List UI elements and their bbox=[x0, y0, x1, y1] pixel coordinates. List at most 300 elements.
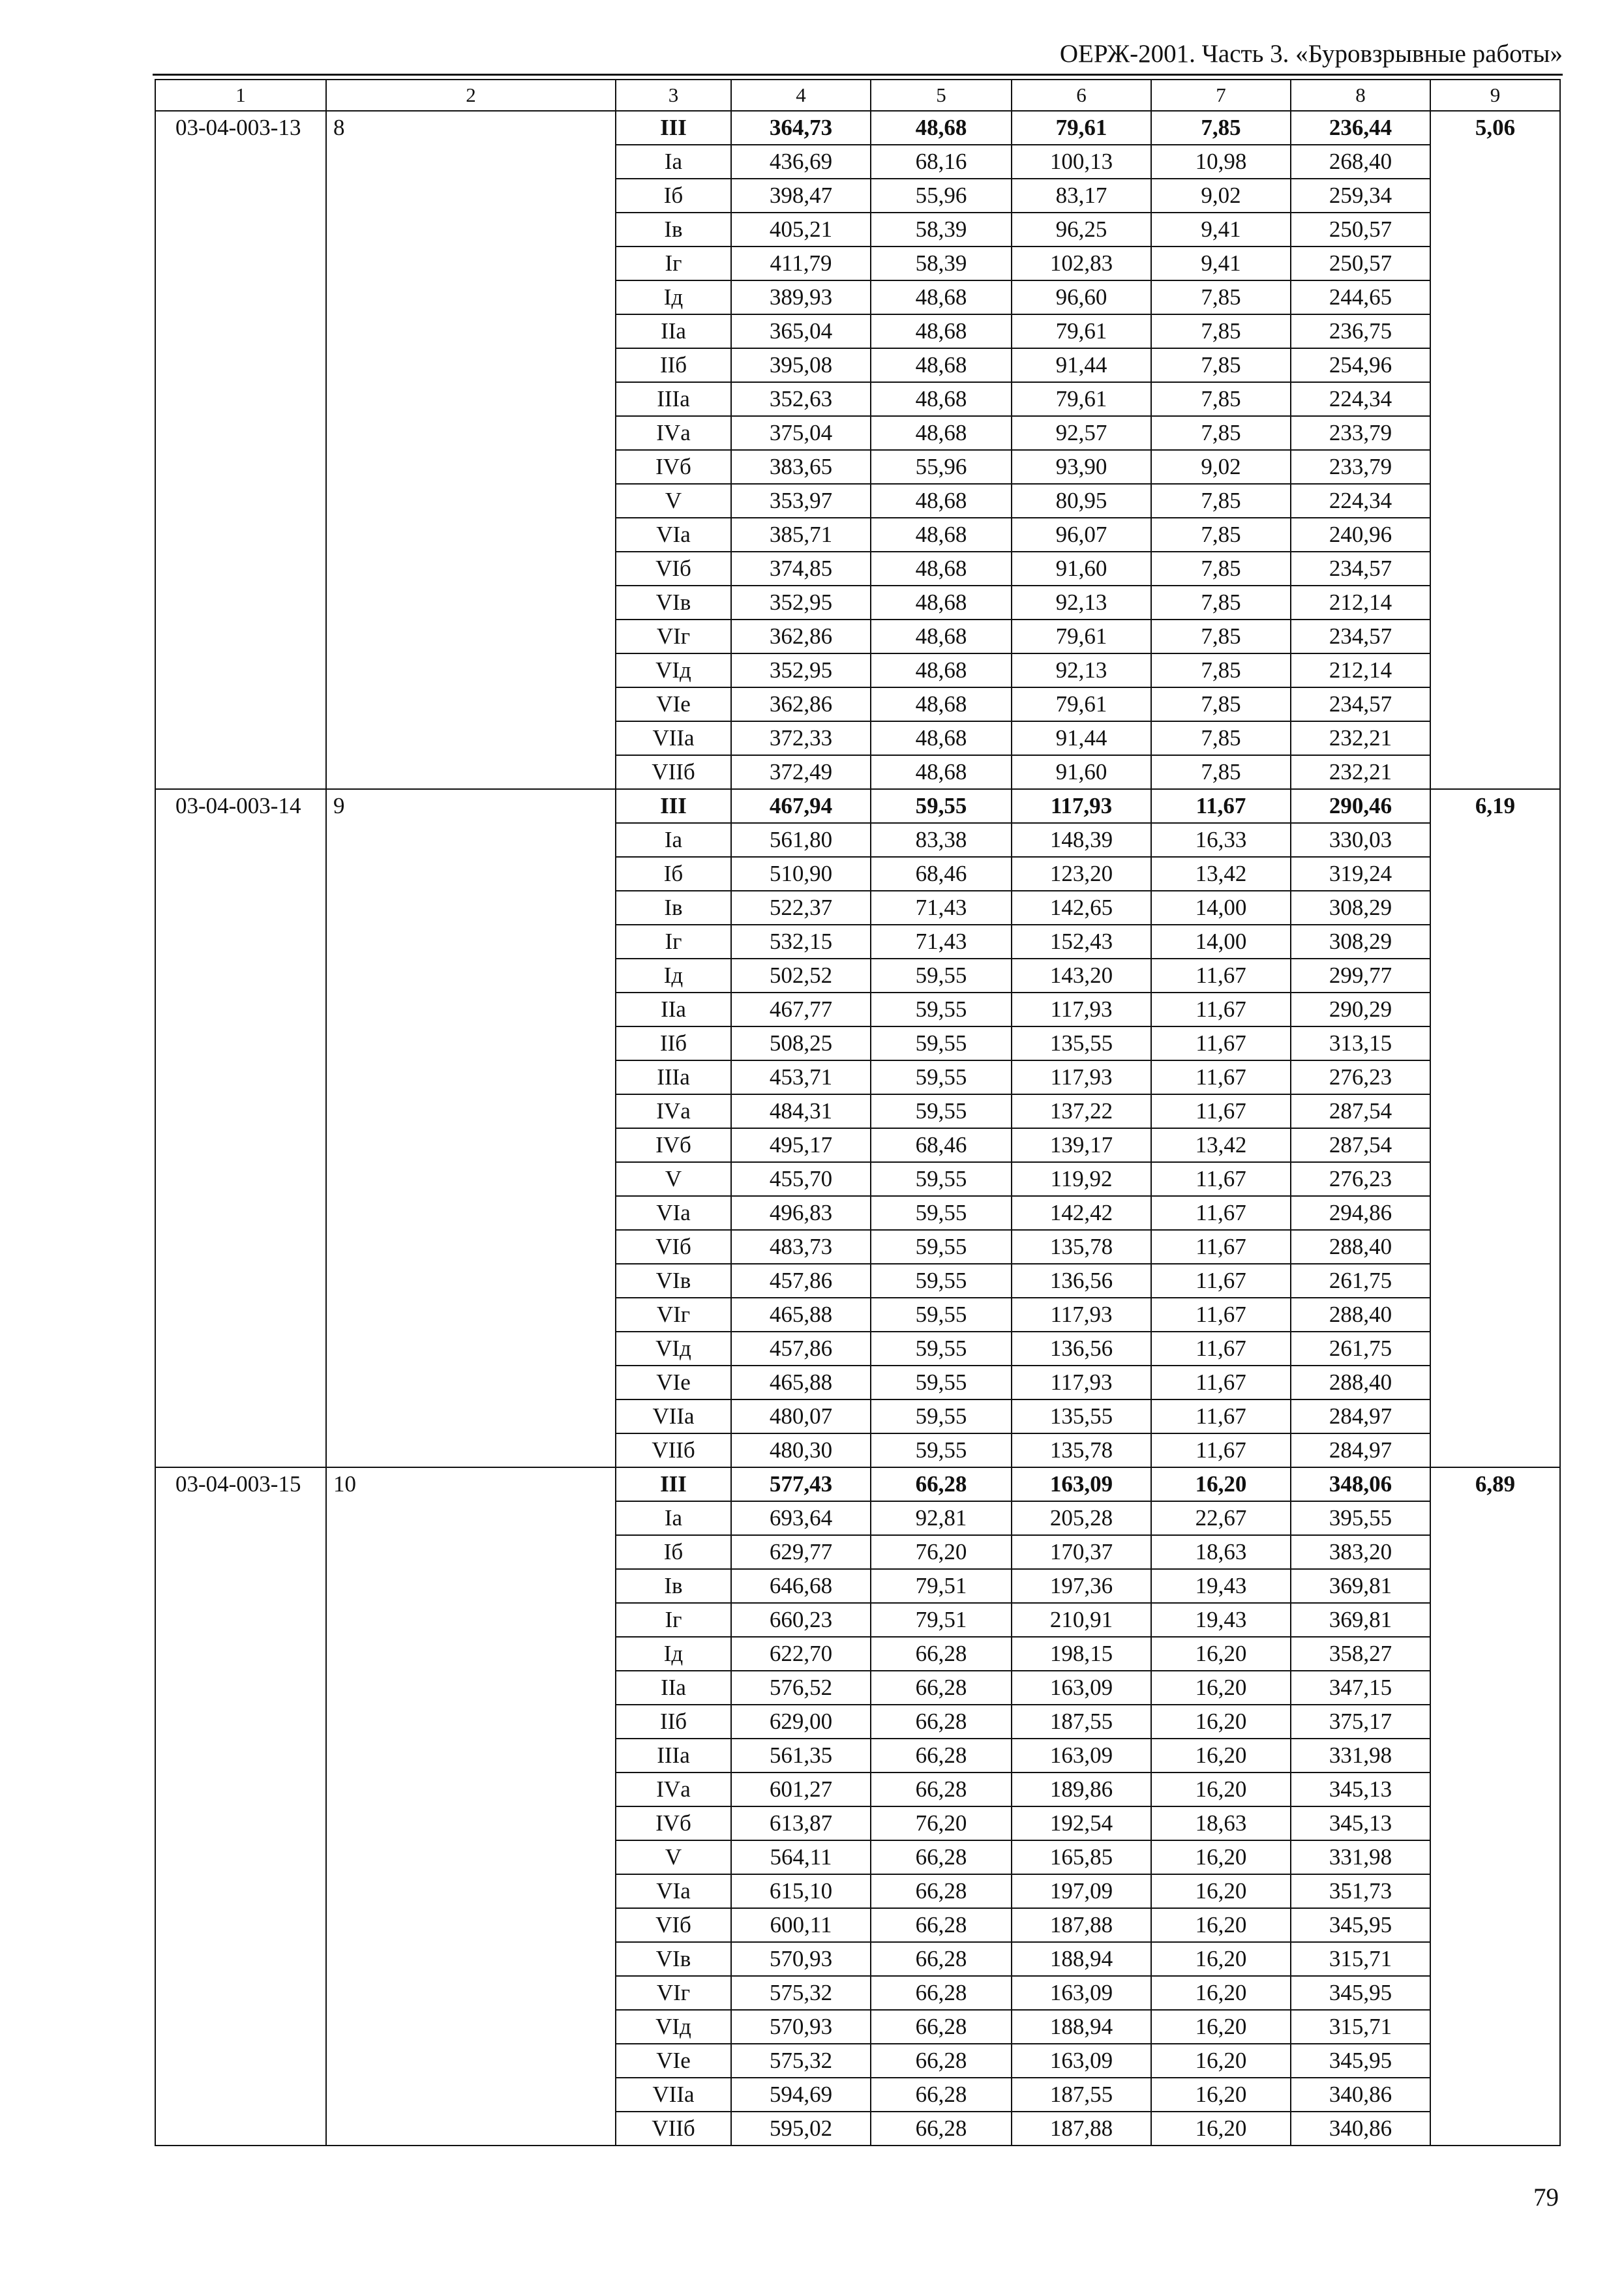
value-cell: 83,17 bbox=[1012, 179, 1151, 213]
value-cell: 48,68 bbox=[871, 416, 1012, 450]
value-cell: 372,49 bbox=[731, 755, 871, 789]
value-cell: 236,75 bbox=[1291, 314, 1430, 348]
value-cell: 16,20 bbox=[1151, 1467, 1291, 1501]
value-cell: 411,79 bbox=[731, 247, 871, 280]
value-cell: 561,80 bbox=[731, 823, 871, 857]
value-cell: 594,69 bbox=[731, 2078, 871, 2112]
column-number: 7 bbox=[1151, 80, 1291, 111]
value-cell: 284,97 bbox=[1291, 1399, 1430, 1433]
value-cell: 66,28 bbox=[871, 1874, 1012, 1908]
value-cell: 16,20 bbox=[1151, 1773, 1291, 1806]
category-cell: IVа bbox=[616, 1773, 731, 1806]
value-cell: 13,42 bbox=[1151, 1128, 1291, 1162]
category-cell: IVб bbox=[616, 1806, 731, 1840]
value-cell: 187,55 bbox=[1012, 2078, 1151, 2112]
value-cell: 123,20 bbox=[1012, 857, 1151, 891]
value-cell: 66,28 bbox=[871, 1840, 1012, 1874]
column-number: 2 bbox=[326, 80, 616, 111]
value-cell: 319,24 bbox=[1291, 857, 1430, 891]
category-cell: VIIб bbox=[616, 755, 731, 789]
category-cell: IVб bbox=[616, 1128, 731, 1162]
value-cell: 83,38 bbox=[871, 823, 1012, 857]
value-cell: 16,20 bbox=[1151, 1671, 1291, 1705]
value-cell: 66,28 bbox=[871, 2112, 1012, 2146]
value-cell: 455,70 bbox=[731, 1162, 871, 1196]
value-cell: 7,85 bbox=[1151, 653, 1291, 687]
value-cell: 16,20 bbox=[1151, 1942, 1291, 1976]
value-cell: 71,43 bbox=[871, 925, 1012, 959]
value-cell: 16,20 bbox=[1151, 2112, 1291, 2146]
value-cell: 502,52 bbox=[731, 959, 871, 993]
value-cell: 7,85 bbox=[1151, 111, 1291, 145]
rate-description: 10 bbox=[326, 1467, 616, 2146]
value-cell: 7,85 bbox=[1151, 755, 1291, 789]
value-cell: 100,13 bbox=[1012, 145, 1151, 179]
rate-description: 8 bbox=[326, 111, 616, 789]
value-cell: 96,60 bbox=[1012, 280, 1151, 314]
value-cell: 345,95 bbox=[1291, 2044, 1430, 2078]
category-cell: VIе bbox=[616, 2044, 731, 2078]
table-row bbox=[155, 789, 1560, 823]
value-cell: 383,65 bbox=[731, 450, 871, 484]
table-body bbox=[155, 80, 1560, 2146]
value-cell: 16,20 bbox=[1151, 1908, 1291, 1942]
value-cell: 170,37 bbox=[1012, 1535, 1151, 1569]
category-cell: Iд bbox=[616, 1637, 731, 1671]
value-cell: 212,14 bbox=[1291, 653, 1430, 687]
value-cell: 93,90 bbox=[1012, 450, 1151, 484]
value-cell: 299,77 bbox=[1291, 959, 1430, 993]
value-cell: 66,28 bbox=[871, 1671, 1012, 1705]
value-cell: 7,85 bbox=[1151, 586, 1291, 620]
value-cell: 11,67 bbox=[1151, 1060, 1291, 1094]
value-cell: 136,56 bbox=[1012, 1332, 1151, 1366]
value-cell: 11,67 bbox=[1151, 1433, 1291, 1467]
value-cell: 622,70 bbox=[731, 1637, 871, 1671]
value-cell: 11,67 bbox=[1151, 1366, 1291, 1399]
category-cell: VIд bbox=[616, 2010, 731, 2044]
value-cell: 315,71 bbox=[1291, 2010, 1430, 2044]
value-cell: 59,55 bbox=[871, 1399, 1012, 1433]
rate-code: 03-04-003-15 bbox=[155, 1467, 326, 2146]
category-cell: IVа bbox=[616, 416, 731, 450]
value-cell: 92,81 bbox=[871, 1501, 1012, 1535]
value-cell: 398,47 bbox=[731, 179, 871, 213]
value-cell: 139,17 bbox=[1012, 1128, 1151, 1162]
value-cell: 364,73 bbox=[731, 111, 871, 145]
value-cell: 18,63 bbox=[1151, 1535, 1291, 1569]
value-cell: 59,55 bbox=[871, 1094, 1012, 1128]
category-cell: Iв bbox=[616, 891, 731, 925]
value-cell: 244,65 bbox=[1291, 280, 1430, 314]
value-cell: 187,88 bbox=[1012, 1908, 1151, 1942]
value-cell: 188,94 bbox=[1012, 2010, 1151, 2044]
value-cell: 66,28 bbox=[871, 1705, 1012, 1739]
value-cell: 71,43 bbox=[871, 891, 1012, 925]
value-cell: 646,68 bbox=[731, 1569, 871, 1603]
category-cell: IVа bbox=[616, 1094, 731, 1128]
value-cell: 9,41 bbox=[1151, 247, 1291, 280]
value-cell: 10,98 bbox=[1151, 145, 1291, 179]
value-cell: 48,68 bbox=[871, 382, 1012, 416]
value-cell: 259,34 bbox=[1291, 179, 1430, 213]
value-cell: 7,85 bbox=[1151, 620, 1291, 653]
value-cell: 457,86 bbox=[731, 1332, 871, 1366]
category-cell: VIа bbox=[616, 1196, 731, 1230]
value-cell: 92,13 bbox=[1012, 653, 1151, 687]
value-cell: 465,88 bbox=[731, 1366, 871, 1399]
category-cell: VIг bbox=[616, 1298, 731, 1332]
value-cell: 345,95 bbox=[1291, 1976, 1430, 2010]
category-cell: VIIа bbox=[616, 2078, 731, 2112]
value-cell: 276,23 bbox=[1291, 1060, 1430, 1094]
value-cell: 287,54 bbox=[1291, 1128, 1430, 1162]
value-cell: 495,17 bbox=[731, 1128, 871, 1162]
value-cell: 224,34 bbox=[1291, 382, 1430, 416]
value-cell: 11,67 bbox=[1151, 1230, 1291, 1264]
value-cell: 508,25 bbox=[731, 1026, 871, 1060]
value-cell: 16,20 bbox=[1151, 1637, 1291, 1671]
labor-cost-cell: 6,89 bbox=[1430, 1467, 1560, 2146]
value-cell: 405,21 bbox=[731, 213, 871, 247]
value-cell: 345,13 bbox=[1291, 1773, 1430, 1806]
value-cell: 240,96 bbox=[1291, 518, 1430, 552]
value-cell: 7,85 bbox=[1151, 314, 1291, 348]
value-cell: 457,86 bbox=[731, 1264, 871, 1298]
category-cell: VIIб bbox=[616, 2112, 731, 2146]
value-cell: 59,55 bbox=[871, 1298, 1012, 1332]
category-cell: IIIа bbox=[616, 1739, 731, 1773]
value-cell: 7,85 bbox=[1151, 382, 1291, 416]
value-cell: 693,64 bbox=[731, 1501, 871, 1535]
category-cell: VIе bbox=[616, 1366, 731, 1399]
value-cell: 261,75 bbox=[1291, 1332, 1430, 1366]
value-cell: 232,21 bbox=[1291, 721, 1430, 755]
value-cell: 315,71 bbox=[1291, 1942, 1430, 1976]
value-cell: 374,85 bbox=[731, 552, 871, 586]
value-cell: 577,43 bbox=[731, 1467, 871, 1501]
value-cell: 234,57 bbox=[1291, 620, 1430, 653]
value-cell: 313,15 bbox=[1291, 1026, 1430, 1060]
value-cell: 7,85 bbox=[1151, 348, 1291, 382]
value-cell: 58,39 bbox=[871, 247, 1012, 280]
value-cell: 465,88 bbox=[731, 1298, 871, 1332]
value-cell: 48,68 bbox=[871, 687, 1012, 721]
value-cell: 92,57 bbox=[1012, 416, 1151, 450]
value-cell: 395,08 bbox=[731, 348, 871, 382]
value-cell: 92,13 bbox=[1012, 586, 1151, 620]
value-cell: 197,36 bbox=[1012, 1569, 1151, 1603]
value-cell: 48,68 bbox=[871, 348, 1012, 382]
value-cell: 59,55 bbox=[871, 1264, 1012, 1298]
value-cell: 48,68 bbox=[871, 314, 1012, 348]
column-number: 3 bbox=[616, 80, 731, 111]
value-cell: 210,91 bbox=[1012, 1603, 1151, 1637]
value-cell: 261,75 bbox=[1291, 1264, 1430, 1298]
value-cell: 7,85 bbox=[1151, 721, 1291, 755]
category-cell: Iв bbox=[616, 1569, 731, 1603]
value-cell: 66,28 bbox=[871, 1773, 1012, 1806]
category-cell: VIв bbox=[616, 586, 731, 620]
category-cell: VIв bbox=[616, 1264, 731, 1298]
value-cell: 389,93 bbox=[731, 280, 871, 314]
value-cell: 59,55 bbox=[871, 959, 1012, 993]
value-cell: 135,55 bbox=[1012, 1399, 1151, 1433]
value-cell: 142,65 bbox=[1012, 891, 1151, 925]
value-cell: 629,00 bbox=[731, 1705, 871, 1739]
value-cell: 14,00 bbox=[1151, 925, 1291, 959]
category-cell: IIIа bbox=[616, 382, 731, 416]
value-cell: 232,21 bbox=[1291, 755, 1430, 789]
value-cell: 59,55 bbox=[871, 1366, 1012, 1399]
value-cell: 595,02 bbox=[731, 2112, 871, 2146]
category-cell: Iг bbox=[616, 1603, 731, 1637]
category-cell: V bbox=[616, 1162, 731, 1196]
value-cell: 79,61 bbox=[1012, 687, 1151, 721]
value-cell: 66,28 bbox=[871, 1467, 1012, 1501]
value-cell: 369,81 bbox=[1291, 1603, 1430, 1637]
column-number: 1 bbox=[155, 80, 326, 111]
value-cell: 163,09 bbox=[1012, 1467, 1151, 1501]
value-cell: 395,55 bbox=[1291, 1501, 1430, 1535]
value-cell: 66,28 bbox=[871, 1976, 1012, 2010]
value-cell: 16,20 bbox=[1151, 1840, 1291, 1874]
value-cell: 66,28 bbox=[871, 1908, 1012, 1942]
value-cell: 600,11 bbox=[731, 1908, 871, 1942]
category-cell: Iб bbox=[616, 1535, 731, 1569]
value-cell: 14,00 bbox=[1151, 891, 1291, 925]
category-cell: VIIа bbox=[616, 721, 731, 755]
labor-cost-cell: 6,19 bbox=[1430, 789, 1560, 1467]
value-cell: 59,55 bbox=[871, 1332, 1012, 1366]
value-cell: 48,68 bbox=[871, 721, 1012, 755]
value-cell: 13,42 bbox=[1151, 857, 1291, 891]
value-cell: 59,55 bbox=[871, 993, 1012, 1026]
value-cell: 7,85 bbox=[1151, 687, 1291, 721]
value-cell: 66,28 bbox=[871, 1637, 1012, 1671]
value-cell: 80,95 bbox=[1012, 484, 1151, 518]
value-cell: 564,11 bbox=[731, 1840, 871, 1874]
category-cell: VIб bbox=[616, 552, 731, 586]
value-cell: 358,27 bbox=[1291, 1637, 1430, 1671]
value-cell: 362,86 bbox=[731, 620, 871, 653]
value-cell: 375,04 bbox=[731, 416, 871, 450]
category-cell: Iд bbox=[616, 959, 731, 993]
value-cell: 48,68 bbox=[871, 552, 1012, 586]
value-cell: 66,28 bbox=[871, 1739, 1012, 1773]
table-row bbox=[155, 1467, 1560, 1501]
value-cell: 484,31 bbox=[731, 1094, 871, 1128]
value-cell: 510,90 bbox=[731, 857, 871, 891]
value-cell: 287,54 bbox=[1291, 1094, 1430, 1128]
value-cell: 561,35 bbox=[731, 1739, 871, 1773]
value-cell: 480,07 bbox=[731, 1399, 871, 1433]
value-cell: 48,68 bbox=[871, 111, 1012, 145]
value-cell: 570,93 bbox=[731, 1942, 871, 1976]
value-cell: 212,14 bbox=[1291, 586, 1430, 620]
value-cell: 48,68 bbox=[871, 755, 1012, 789]
value-cell: 16,20 bbox=[1151, 2044, 1291, 2078]
value-cell: 436,69 bbox=[731, 145, 871, 179]
value-cell: 192,54 bbox=[1012, 1806, 1151, 1840]
category-cell: V bbox=[616, 1840, 731, 1874]
value-cell: 76,20 bbox=[871, 1535, 1012, 1569]
value-cell: 79,61 bbox=[1012, 382, 1151, 416]
value-cell: 352,63 bbox=[731, 382, 871, 416]
category-cell: VIIа bbox=[616, 1399, 731, 1433]
value-cell: 187,88 bbox=[1012, 2112, 1151, 2146]
page-number: 79 bbox=[1533, 2183, 1559, 2211]
value-cell: 11,67 bbox=[1151, 1026, 1291, 1060]
value-cell: 532,15 bbox=[731, 925, 871, 959]
value-cell: 11,67 bbox=[1151, 993, 1291, 1026]
category-cell: III bbox=[616, 111, 731, 145]
category-cell: IIб bbox=[616, 1705, 731, 1739]
column-number-row bbox=[155, 80, 1560, 111]
value-cell: 59,55 bbox=[871, 1196, 1012, 1230]
column-number: 6 bbox=[1012, 80, 1151, 111]
category-cell: IIа bbox=[616, 993, 731, 1026]
value-cell: 48,68 bbox=[871, 518, 1012, 552]
value-cell: 308,29 bbox=[1291, 925, 1430, 959]
header-rule bbox=[153, 74, 1563, 76]
rate-code: 03-04-003-14 bbox=[155, 789, 326, 1467]
rate-code: 03-04-003-13 bbox=[155, 111, 326, 789]
value-cell: 290,46 bbox=[1291, 789, 1430, 823]
category-cell: VIг bbox=[616, 620, 731, 653]
value-cell: 163,09 bbox=[1012, 1739, 1151, 1773]
value-cell: 197,09 bbox=[1012, 1874, 1151, 1908]
value-cell: 284,97 bbox=[1291, 1433, 1430, 1467]
value-cell: 91,44 bbox=[1012, 721, 1151, 755]
value-cell: 102,83 bbox=[1012, 247, 1151, 280]
value-cell: 362,86 bbox=[731, 687, 871, 721]
labor-cost-cell: 5,06 bbox=[1430, 111, 1560, 789]
value-cell: 48,68 bbox=[871, 653, 1012, 687]
value-cell: 135,55 bbox=[1012, 1026, 1151, 1060]
value-cell: 66,28 bbox=[871, 2010, 1012, 2044]
value-cell: 68,46 bbox=[871, 1128, 1012, 1162]
value-cell: 250,57 bbox=[1291, 247, 1430, 280]
value-cell: 16,20 bbox=[1151, 2010, 1291, 2044]
value-cell: 352,95 bbox=[731, 653, 871, 687]
value-cell: 347,15 bbox=[1291, 1671, 1430, 1705]
value-cell: 575,32 bbox=[731, 2044, 871, 2078]
value-cell: 163,09 bbox=[1012, 2044, 1151, 2078]
category-cell: IIа bbox=[616, 314, 731, 348]
category-cell: Iг bbox=[616, 925, 731, 959]
value-cell: 16,20 bbox=[1151, 1976, 1291, 2010]
value-cell: 7,85 bbox=[1151, 552, 1291, 586]
value-cell: 575,32 bbox=[731, 1976, 871, 2010]
category-cell: Iг bbox=[616, 247, 731, 280]
value-cell: 19,43 bbox=[1151, 1569, 1291, 1603]
column-number: 5 bbox=[871, 80, 1012, 111]
value-cell: 59,55 bbox=[871, 1162, 1012, 1196]
value-cell: 290,29 bbox=[1291, 993, 1430, 1026]
value-cell: 96,25 bbox=[1012, 213, 1151, 247]
value-cell: 385,71 bbox=[731, 518, 871, 552]
value-cell: 496,83 bbox=[731, 1196, 871, 1230]
value-cell: 236,44 bbox=[1291, 111, 1430, 145]
value-cell: 351,73 bbox=[1291, 1874, 1430, 1908]
value-cell: 250,57 bbox=[1291, 213, 1430, 247]
value-cell: 163,09 bbox=[1012, 1671, 1151, 1705]
category-cell: VIб bbox=[616, 1908, 731, 1942]
value-cell: 11,67 bbox=[1151, 1162, 1291, 1196]
value-cell: 119,92 bbox=[1012, 1162, 1151, 1196]
value-cell: 480,30 bbox=[731, 1433, 871, 1467]
category-cell: V bbox=[616, 484, 731, 518]
value-cell: 7,85 bbox=[1151, 280, 1291, 314]
value-cell: 66,28 bbox=[871, 1942, 1012, 1976]
value-cell: 576,52 bbox=[731, 1671, 871, 1705]
value-cell: 372,33 bbox=[731, 721, 871, 755]
value-cell: 16,20 bbox=[1151, 1874, 1291, 1908]
value-cell: 142,42 bbox=[1012, 1196, 1151, 1230]
value-cell: 136,56 bbox=[1012, 1264, 1151, 1298]
value-cell: 117,93 bbox=[1012, 1298, 1151, 1332]
category-cell: Iа bbox=[616, 1501, 731, 1535]
value-cell: 288,40 bbox=[1291, 1298, 1430, 1332]
value-cell: 613,87 bbox=[731, 1806, 871, 1840]
value-cell: 383,20 bbox=[1291, 1535, 1430, 1569]
value-cell: 522,37 bbox=[731, 891, 871, 925]
rate-description: 9 bbox=[326, 789, 616, 1467]
value-cell: 11,67 bbox=[1151, 1094, 1291, 1128]
category-cell: VIд bbox=[616, 1332, 731, 1366]
category-cell: Iб bbox=[616, 179, 731, 213]
value-cell: 96,07 bbox=[1012, 518, 1151, 552]
value-cell: 66,28 bbox=[871, 2044, 1012, 2078]
value-cell: 570,93 bbox=[731, 2010, 871, 2044]
value-cell: 68,16 bbox=[871, 145, 1012, 179]
rates-table bbox=[155, 79, 1561, 2146]
value-cell: 189,86 bbox=[1012, 1773, 1151, 1806]
value-cell: 233,79 bbox=[1291, 450, 1430, 484]
value-cell: 91,60 bbox=[1012, 552, 1151, 586]
category-cell: VIг bbox=[616, 1976, 731, 2010]
value-cell: 9,41 bbox=[1151, 213, 1291, 247]
value-cell: 288,40 bbox=[1291, 1230, 1430, 1264]
value-cell: 59,55 bbox=[871, 1060, 1012, 1094]
category-cell: IIб bbox=[616, 348, 731, 382]
value-cell: 55,96 bbox=[871, 450, 1012, 484]
value-cell: 9,02 bbox=[1151, 450, 1291, 484]
value-cell: 79,51 bbox=[871, 1569, 1012, 1603]
value-cell: 137,22 bbox=[1012, 1094, 1151, 1128]
value-cell: 48,68 bbox=[871, 620, 1012, 653]
column-number: 4 bbox=[731, 80, 871, 111]
category-cell: VIа bbox=[616, 518, 731, 552]
value-cell: 369,81 bbox=[1291, 1569, 1430, 1603]
category-cell: III bbox=[616, 1467, 731, 1501]
category-cell: Iа bbox=[616, 145, 731, 179]
value-cell: 11,67 bbox=[1151, 1298, 1291, 1332]
value-cell: 294,86 bbox=[1291, 1196, 1430, 1230]
value-cell: 288,40 bbox=[1291, 1366, 1430, 1399]
value-cell: 330,03 bbox=[1291, 823, 1430, 857]
value-cell: 76,20 bbox=[871, 1806, 1012, 1840]
value-cell: 135,78 bbox=[1012, 1433, 1151, 1467]
category-cell: III bbox=[616, 789, 731, 823]
value-cell: 660,23 bbox=[731, 1603, 871, 1637]
value-cell: 68,46 bbox=[871, 857, 1012, 891]
category-cell: IVб bbox=[616, 450, 731, 484]
category-cell: IIIа bbox=[616, 1060, 731, 1094]
value-cell: 467,77 bbox=[731, 993, 871, 1026]
category-cell: Iд bbox=[616, 280, 731, 314]
